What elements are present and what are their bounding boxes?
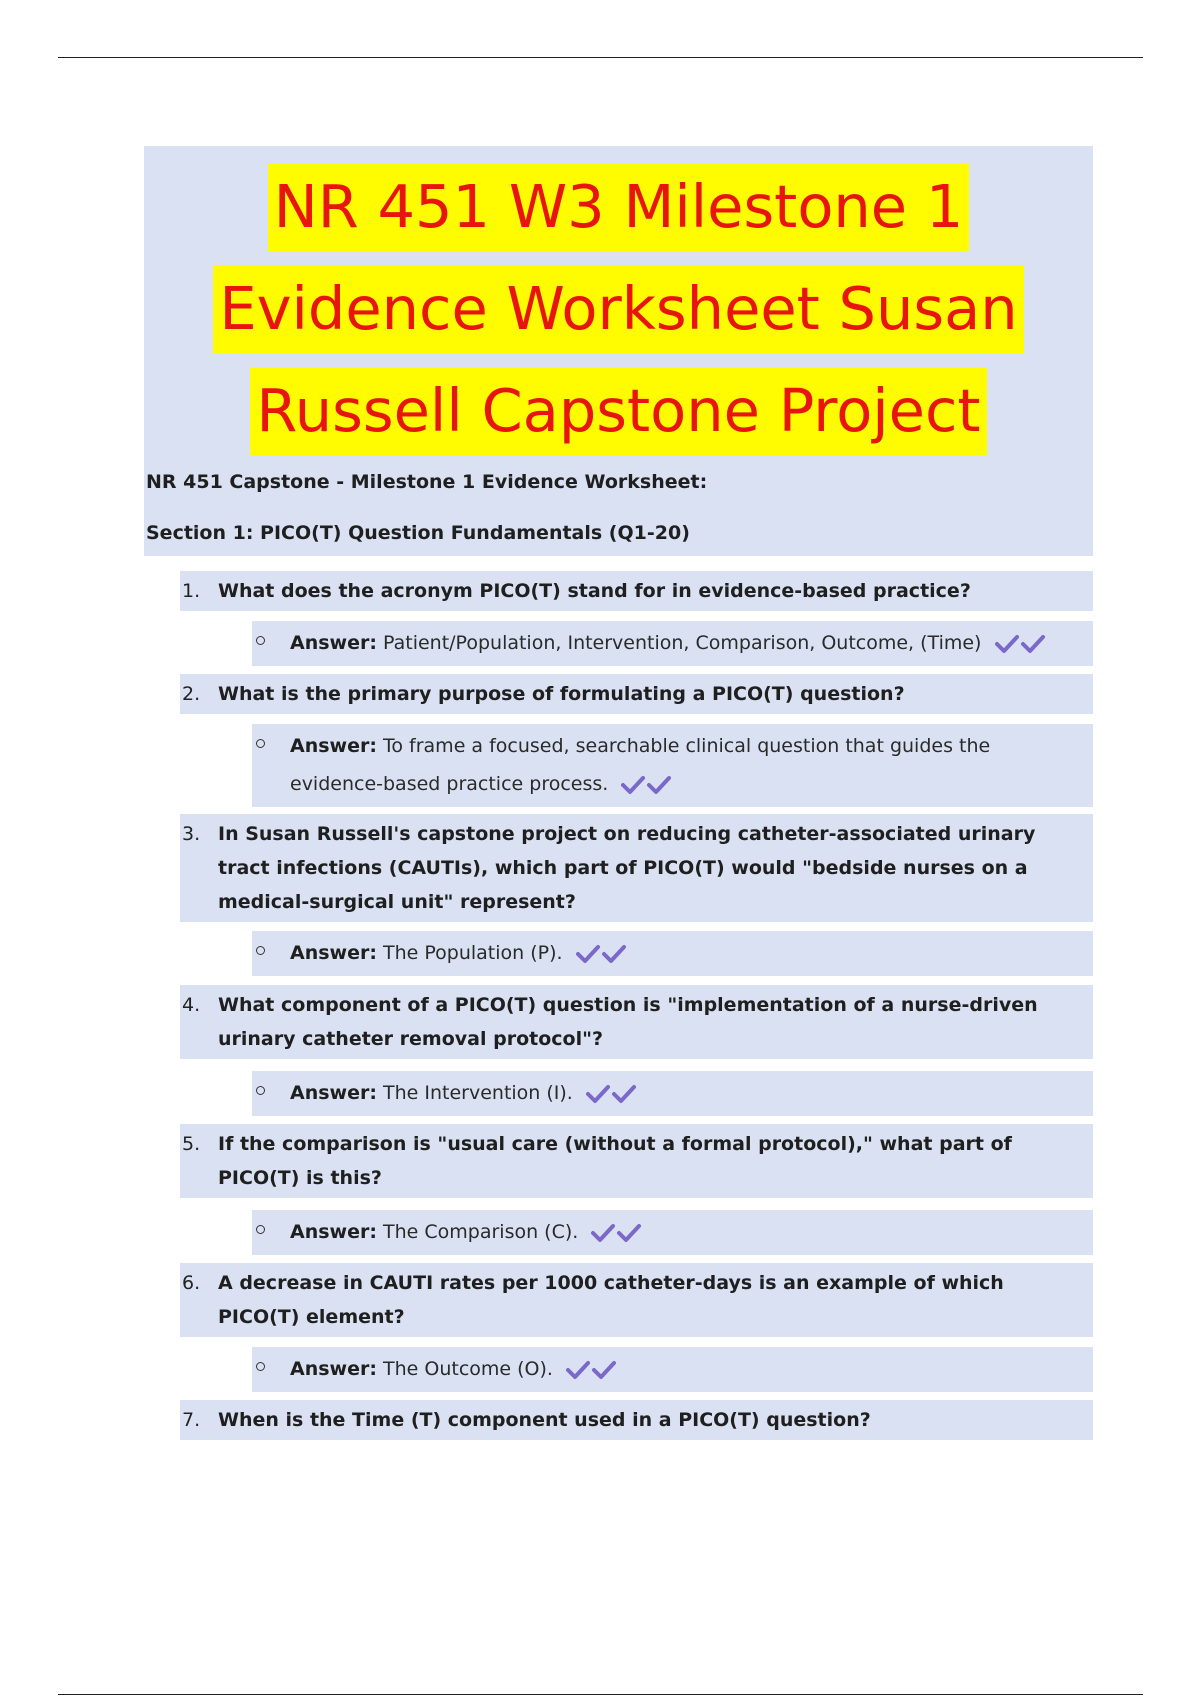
answer-label: Answer: [290,632,377,654]
question-item-6 [180,1263,1093,1337]
question-item-1 [180,571,1093,611]
checkmark-icon [575,944,601,964]
question-text: A decrease in CAUTI rates per 1000 catheter-days is an example of which PICO(T) element? [218,1272,1004,1328]
question-number: 1. [182,580,201,602]
bullet-icon [256,739,265,748]
checkmark-icon [646,775,672,795]
answer-label: Answer: [290,1221,377,1243]
answer-item-6 [252,1347,1093,1392]
question-number: 5. [182,1133,201,1155]
question-text: What does the acronym PICO(T) stand for in evidence-based practice? [218,580,971,602]
answer-item-5 [252,1210,1093,1255]
answer-text: The Population (P). [383,942,563,964]
bullet-icon [256,1362,265,1371]
question-text: What component of a PICO(T) question is "implementation of a nurse-driven urinary catheter removal protocol"? [218,994,1038,1050]
question-item-3 [180,814,1093,922]
header-rule [58,57,1143,58]
bullet-icon [256,1086,265,1095]
question-number: 3. [182,823,201,845]
checkmark-icon [585,1084,611,1104]
bullet-icon [256,636,265,645]
answer-text: The Intervention (I). [383,1082,573,1104]
answer-text: To frame a focused, searchable clinical question that guides the evidence-based practice process. [290,735,991,795]
question-number: 7. [182,1409,201,1431]
answer-item-1 [252,621,1093,666]
bullet-icon [256,1225,265,1234]
question-text: If the comparison is "usual care (without a formal protocol)," what part of PICO(T) is this? [218,1133,1012,1189]
question-number: 6. [182,1272,201,1294]
question-text: What is the primary purpose of formulating a PICO(T) question? [218,683,905,705]
answer-text: Patient/Population, Intervention, Comparison, Outcome, (Time) [383,632,982,654]
checkmark-icon [565,1360,591,1380]
check-marks [590,1214,642,1252]
question-item-7 [180,1400,1093,1440]
title-line-3: Russell Capstone Project [250,367,986,455]
check-marks [585,1075,637,1113]
answer-label: Answer: [290,735,377,757]
answer-label: Answer: [290,1082,377,1104]
question-item-2 [180,674,1093,714]
checkmark-icon [611,1084,637,1104]
question-item-5 [180,1124,1093,1198]
question-text: In Susan Russell's capstone project on reducing catheter-associated urinary tract infections (CAUTIs), which part of PICO(T) would "bedside nurses on a medical-surgical unit" represent? [218,823,1036,913]
check-marks [575,935,627,973]
checkmark-icon [616,1223,642,1243]
check-marks [565,1351,617,1389]
checkmark-icon [1020,634,1046,654]
check-marks [994,625,1046,663]
footer-rule [58,1694,1143,1695]
document-title [144,156,1093,462]
question-number: 2. [182,683,201,705]
title-block [144,146,1093,556]
question-number: 4. [182,994,201,1016]
answer-item-2 [252,724,1093,807]
answer-text: The Outcome (O). [383,1358,553,1380]
answer-label: Answer: [290,1358,377,1380]
checkmark-icon [601,944,627,964]
check-marks [620,766,672,804]
checkmark-icon [591,1360,617,1380]
document-subtitle: NR 451 Capstone - Milestone 1 Evidence Worksheet: [146,471,708,493]
title-line-1: NR 451 W3 Milestone 1 [268,163,970,251]
question-item-4 [180,985,1093,1059]
checkmark-icon [590,1223,616,1243]
bullet-icon [256,946,265,955]
answer-text: The Comparison (C). [383,1221,579,1243]
title-line-2: Evidence Worksheet Susan [213,265,1023,353]
checkmark-icon [994,634,1020,654]
checkmark-icon [620,775,646,795]
answer-item-3 [252,931,1093,976]
answer-label: Answer: [290,942,377,964]
section-heading: Section 1: PICO(T) Question Fundamentals (Q1-20) [146,522,690,544]
answer-item-4 [252,1071,1093,1116]
question-text: When is the Time (T) component used in a PICO(T) question? [218,1409,871,1431]
